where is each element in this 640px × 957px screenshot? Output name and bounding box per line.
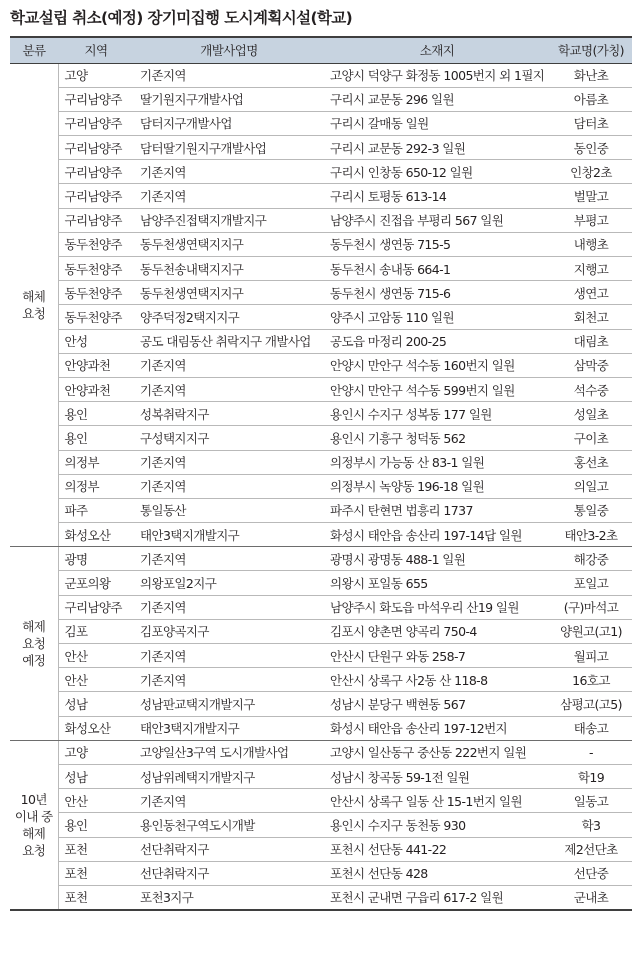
location-cell: 고양시 일산동구 중산동 222번지 일원 (324, 740, 550, 764)
location-cell: 동두천시 송내동 664-1 (324, 257, 550, 281)
table-row (10, 111, 632, 135)
region-cell: 구리남양주 (58, 208, 134, 232)
region-cell: 구리남양주 (58, 111, 134, 135)
region-cell: 동두천양주 (58, 232, 134, 256)
region-cell: 안양과천 (58, 353, 134, 377)
region-cell: 파주 (58, 498, 134, 522)
table-row (10, 232, 632, 256)
school-cell: 태송고 (550, 716, 632, 740)
location-cell: 포천시 선단동 428 (324, 861, 550, 885)
table-row (10, 837, 632, 861)
school-cell: 화난초 (550, 63, 632, 87)
region-cell: 포천 (58, 837, 134, 861)
school-cell: 내행초 (550, 232, 632, 256)
school-cell: 지행고 (550, 257, 632, 281)
project-cell: 선단취락지구 (134, 861, 324, 885)
school-cell: 통일중 (550, 498, 632, 522)
school-cell: (구)마석고 (550, 595, 632, 619)
project-cell: 기존지역 (134, 474, 324, 498)
region-cell: 안성 (58, 329, 134, 353)
location-cell: 안산시 단원구 와동 258-7 (324, 644, 550, 668)
school-cell: 삼평고(고5) (550, 692, 632, 716)
school-cell: 학19 (550, 764, 632, 788)
table-row (10, 136, 632, 160)
project-cell: 성복취락지구 (134, 402, 324, 426)
table-row (10, 281, 632, 305)
project-cell: 공도 대림동산 취락지구 개발사업 (134, 329, 324, 353)
project-cell: 구성택지지구 (134, 426, 324, 450)
project-cell: 의왕포일2지구 (134, 571, 324, 595)
school-cell: 양원고(고1) (550, 619, 632, 643)
header-region: 지역 (58, 37, 134, 63)
location-cell: 성남시 분당구 백현동 567 (324, 692, 550, 716)
location-cell: 포천시 군내면 구읍리 617-2 일원 (324, 885, 550, 909)
location-cell: 안양시 만안구 석수동 160번지 일원 (324, 353, 550, 377)
table-row (10, 426, 632, 450)
project-cell: 성남위례택지개발지구 (134, 764, 324, 788)
header-location: 소재지 (324, 37, 550, 63)
project-cell: 동두천송내택지지구 (134, 257, 324, 281)
project-cell: 기존지역 (134, 668, 324, 692)
project-cell: 선단취락지구 (134, 837, 324, 861)
region-cell: 동두천양주 (58, 257, 134, 281)
school-cell: 대림초 (550, 329, 632, 353)
location-cell: 동두천시 생연동 715-6 (324, 281, 550, 305)
location-cell: 동두천시 생연동 715-5 (324, 232, 550, 256)
school-cell: 회천고 (550, 305, 632, 329)
school-cell: 동인중 (550, 136, 632, 160)
table-row (10, 668, 632, 692)
project-cell: 동두천생연택지지구 (134, 281, 324, 305)
project-cell: 기존지역 (134, 160, 324, 184)
region-cell: 고양 (58, 63, 134, 87)
region-cell: 용인 (58, 813, 134, 837)
region-cell: 포천 (58, 885, 134, 909)
location-cell: 남양주시 진접읍 부평리 567 일원 (324, 208, 550, 232)
table-title: 학교설립 취소(예정) 장기미집행 도시계획시설(학교) (10, 9, 353, 27)
location-cell: 의왕시 포일동 655 (324, 571, 550, 595)
school-cell: 석수중 (550, 377, 632, 401)
region-cell: 용인 (58, 402, 134, 426)
project-cell: 담터딸기원지구개발사업 (134, 136, 324, 160)
location-cell: 성남시 창곡동 59-1전 일원 (324, 764, 550, 788)
school-cell: 부평고 (550, 208, 632, 232)
region-cell: 동두천양주 (58, 305, 134, 329)
location-cell: 고양시 덕양구 화정동 1005번지 외 1필지 (324, 63, 550, 87)
school-cell: 의일고 (550, 474, 632, 498)
table-body (10, 63, 632, 910)
region-cell: 구리남양주 (58, 87, 134, 111)
table-row (10, 402, 632, 426)
region-cell: 광명 (58, 547, 134, 571)
location-cell: 파주시 탄현면 법흥리 1737 (324, 498, 550, 522)
project-cell: 고양일산3구역 도시개발사업 (134, 740, 324, 764)
location-cell: 안산시 상록구 사2동 산 118-8 (324, 668, 550, 692)
school-cell: 인창2초 (550, 160, 632, 184)
location-cell: 용인시 수지구 성복동 177 일원 (324, 402, 550, 426)
table-row (10, 764, 632, 788)
location-cell: 공도읍 마정리 200-25 (324, 329, 550, 353)
location-cell: 의정부시 가능동 산 83-1 일원 (324, 450, 550, 474)
region-cell: 구리남양주 (58, 136, 134, 160)
region-cell: 포천 (58, 861, 134, 885)
project-cell: 담터지구개발사업 (134, 111, 324, 135)
project-cell: 기존지역 (134, 644, 324, 668)
project-cell: 기존지역 (134, 789, 324, 813)
school-cell: 학3 (550, 813, 632, 837)
location-cell: 구리시 인창동 650-12 일원 (324, 160, 550, 184)
location-cell: 광명시 광명동 488-1 일원 (324, 547, 550, 571)
project-cell: 남양주진접택지개발지구 (134, 208, 324, 232)
location-cell: 김포시 양촌면 양곡리 750-4 (324, 619, 550, 643)
region-cell: 안산 (58, 789, 134, 813)
project-cell: 기존지역 (134, 63, 324, 87)
region-cell: 화성오산 (58, 523, 134, 547)
table-row (10, 353, 632, 377)
project-cell: 김포양곡지구 (134, 619, 324, 643)
region-cell: 성남 (58, 764, 134, 788)
project-cell: 포천3지구 (134, 885, 324, 909)
region-cell: 구리남양주 (58, 595, 134, 619)
project-cell: 기존지역 (134, 184, 324, 208)
table-row (10, 184, 632, 208)
table-row (10, 257, 632, 281)
school-cell: 생연고 (550, 281, 632, 305)
project-cell: 기존지역 (134, 377, 324, 401)
table-row (10, 813, 632, 837)
school-cell: 포일고 (550, 571, 632, 595)
school-cell: 제2선단초 (550, 837, 632, 861)
location-cell: 남양주시 화도읍 마석우리 산19 일원 (324, 595, 550, 619)
school-cell: 월피고 (550, 644, 632, 668)
region-cell: 구리남양주 (58, 184, 134, 208)
region-cell: 의정부 (58, 474, 134, 498)
table-row (10, 861, 632, 885)
table-row (10, 377, 632, 401)
project-cell: 통일동산 (134, 498, 324, 522)
project-cell: 성남판교택지개발지구 (134, 692, 324, 716)
table-row (10, 329, 632, 353)
school-cell: 16호고 (550, 668, 632, 692)
location-cell: 구리시 토평동 613-14 (324, 184, 550, 208)
region-cell: 군포의왕 (58, 571, 134, 595)
table-row (10, 474, 632, 498)
header-project-name: 개발사업명 (134, 37, 324, 63)
school-cell: 선단중 (550, 861, 632, 885)
project-cell: 기존지역 (134, 450, 324, 474)
header-row (10, 37, 632, 63)
table-row (10, 305, 632, 329)
table-row (10, 644, 632, 668)
location-cell: 구리시 교문동 292-3 일원 (324, 136, 550, 160)
school-cell: 태안3-2초 (550, 523, 632, 547)
table-row (10, 547, 632, 571)
region-cell: 동두천양주 (58, 281, 134, 305)
school-cell: 일동고 (550, 789, 632, 813)
location-cell: 안양시 만안구 석수동 599번지 일원 (324, 377, 550, 401)
table-row (10, 160, 632, 184)
project-cell: 동두천생연택지지구 (134, 232, 324, 256)
table-row (10, 595, 632, 619)
school-cell: 아름초 (550, 87, 632, 111)
school-cell: 해강중 (550, 547, 632, 571)
project-cell: 기존지역 (134, 353, 324, 377)
table-row (10, 740, 632, 764)
region-cell: 성남 (58, 692, 134, 716)
location-cell: 양주시 고암동 110 일원 (324, 305, 550, 329)
header-school-name: 학교명(가칭) (550, 37, 632, 63)
location-cell: 안산시 상록구 일동 산 15-1번지 일원 (324, 789, 550, 813)
location-cell: 구리시 갈매동 일원 (324, 111, 550, 135)
region-cell: 구리남양주 (58, 160, 134, 184)
region-cell: 고양 (58, 740, 134, 764)
location-cell: 화성시 태안읍 송산리 197-12번지 (324, 716, 550, 740)
region-cell: 김포 (58, 619, 134, 643)
school-cell: 담터초 (550, 111, 632, 135)
table-row (10, 87, 632, 111)
region-cell: 화성오산 (58, 716, 134, 740)
table-row (10, 208, 632, 232)
location-cell: 의정부시 녹양동 196-18 일원 (324, 474, 550, 498)
project-cell: 딸기원지구개발사업 (134, 87, 324, 111)
table-row (10, 571, 632, 595)
school-cell: 삼막중 (550, 353, 632, 377)
school-cell: - (550, 740, 632, 764)
region-cell: 안산 (58, 644, 134, 668)
region-cell: 용인 (58, 426, 134, 450)
school-cell: 벌말고 (550, 184, 632, 208)
school-cell: 홍선초 (550, 450, 632, 474)
table-row (10, 523, 632, 547)
region-cell: 안양과천 (58, 377, 134, 401)
table-row (10, 692, 632, 716)
table-row (10, 450, 632, 474)
project-cell: 양주덕정2택지지구 (134, 305, 324, 329)
table-row (10, 619, 632, 643)
table-row (10, 498, 632, 522)
location-cell: 구리시 교문동 296 일원 (324, 87, 550, 111)
header-category: 분류 (10, 37, 58, 63)
table-row (10, 63, 632, 87)
location-cell: 포천시 선단동 441-22 (324, 837, 550, 861)
location-cell: 용인시 수지구 동천동 930 (324, 813, 550, 837)
school-cell: 군내초 (550, 885, 632, 909)
project-cell: 기존지역 (134, 595, 324, 619)
school-cell: 구이초 (550, 426, 632, 450)
category-cell: 10년 이내 중 해제 요청 (10, 740, 58, 909)
school-cancellation-table (10, 36, 632, 911)
project-cell: 태안3택지개발지구 (134, 716, 324, 740)
table-row (10, 885, 632, 909)
category-cell: 해체 요청 (10, 63, 58, 547)
region-cell: 의정부 (58, 450, 134, 474)
school-cell: 성일초 (550, 402, 632, 426)
project-cell: 태안3택지개발지구 (134, 523, 324, 547)
table-row (10, 789, 632, 813)
location-cell: 용인시 기흥구 청덕동 562 (324, 426, 550, 450)
location-cell: 화성시 태안읍 송산리 197-14답 일원 (324, 523, 550, 547)
category-cell: 해제 요청 예정 (10, 547, 58, 741)
region-cell: 안산 (58, 668, 134, 692)
project-cell: 용인동천구역도시개발 (134, 813, 324, 837)
project-cell: 기존지역 (134, 547, 324, 571)
table-row (10, 716, 632, 740)
